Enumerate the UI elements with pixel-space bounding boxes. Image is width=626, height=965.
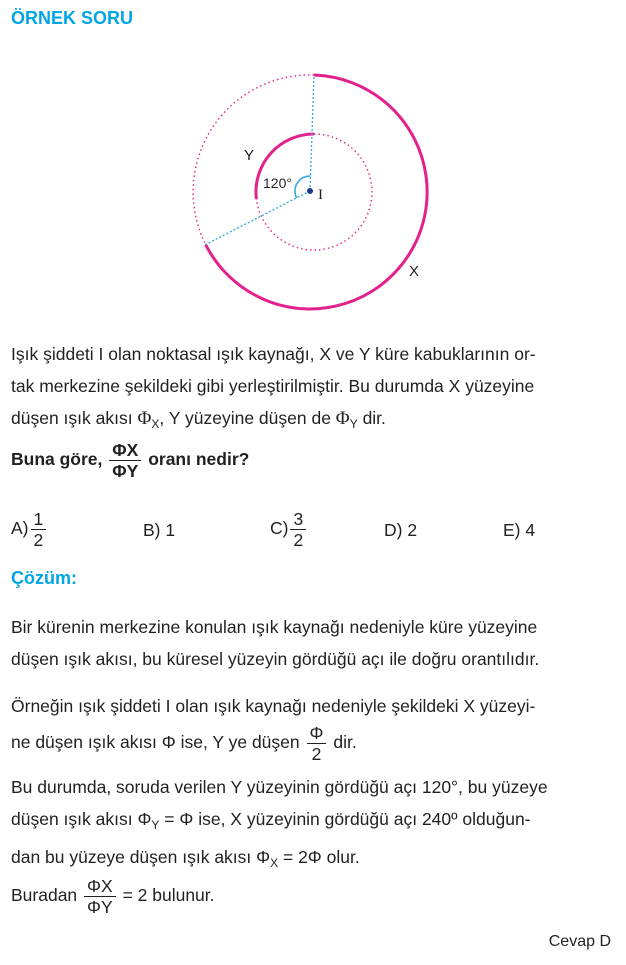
solution-paragraph-1 [11, 611, 613, 675]
result-denominator: ΦY [87, 897, 113, 917]
answer-label: Cevap D [548, 933, 611, 950]
solution-p3-line-3-part-b: = 2Φ olur. [278, 847, 360, 867]
option-a-fraction [31, 509, 47, 550]
subscript-y: Y [349, 417, 358, 431]
light-source-dot [307, 188, 313, 194]
ratio-fraction [109, 440, 141, 481]
ratio-denominator: ΦY [112, 461, 139, 481]
half-phi-numerator: Φ [307, 723, 327, 744]
label-x: X [409, 263, 420, 280]
solution-p3-line-3-part-a: dan bu yüzeye düşen ışık akısı Φ [11, 847, 271, 867]
option-e-label: E) 4 [503, 520, 536, 540]
subscript-x: X [151, 417, 160, 431]
solution-p2-line-2 [11, 722, 613, 764]
solution-p4-suffix: = 2 bulunur. [122, 885, 215, 906]
question-ask [11, 440, 249, 481]
question-line-3-part-b: , Y yüzeyine düşen de [159, 408, 336, 428]
solution-p4-prefix: Buradan [11, 885, 78, 906]
solution-p2-line-1: Örneğin ışık şiddeti I olan ışık kaynağı nedeniyle şekildeki X yüzeyi- [11, 696, 536, 716]
option-d-label: D) 2 [384, 520, 418, 540]
subscript-x: X [270, 856, 279, 870]
question-line-1: Işık şiddeti I olan noktasal ışık kaynağı, X ve Y küre kabuklarının or- [11, 344, 536, 364]
result-numerator: ΦX [84, 876, 116, 897]
source-label: I [318, 187, 323, 203]
option-b[interactable] [143, 520, 175, 541]
question-line-3-part-a: düşen ışık akısı [11, 408, 138, 428]
solution-p3-line-2 [11, 803, 613, 841]
ratio-numerator: ΦX [109, 440, 141, 461]
solution-p1-line-2: düşen ışık akısı, bu küresel yüzeyin gördüğü açı ile doğru orantılıdır. [11, 649, 540, 669]
question-text [11, 338, 613, 440]
option-a[interactable] [11, 509, 48, 550]
option-c-label: C) [270, 518, 289, 539]
angle-label: 120° [263, 175, 292, 191]
ask-prefix: Buna göre, [11, 449, 103, 470]
solution-p3-line-1: Bu durumda, soruda verilen Y yüzeyinin gördüğü açı 120°, bu yüzeye [11, 777, 548, 797]
sphere-figure [190, 68, 440, 318]
page-title: ÖRNEK SORU [11, 8, 134, 28]
option-c-denominator: 2 [293, 530, 304, 550]
option-d[interactable] [384, 520, 417, 541]
solution-p3-line-3 [11, 841, 613, 879]
ask-suffix: oranı nedir? [148, 449, 250, 470]
solution-paragraph-4 [11, 876, 215, 917]
question-line-2: tak merkezine şekildeki gibi yerleştirilmiştir. Bu durumda X yüzeyine [11, 376, 535, 396]
option-e[interactable] [503, 520, 535, 541]
option-c[interactable] [270, 509, 308, 550]
result-fraction [84, 876, 116, 917]
option-c-numerator: 3 [290, 509, 306, 530]
option-b-label: B) 1 [143, 520, 176, 540]
question-line-3-part-c: dir. [357, 408, 386, 428]
question-line-3 [11, 402, 613, 440]
ray-lower-left [206, 191, 310, 245]
solution-p1-line-1: Bir kürenin merkezine konulan ışık kaynağı nedeniyle küre yüzeyine [11, 617, 538, 637]
outer-sphere-x-arc [206, 75, 428, 309]
label-y: Y [244, 147, 255, 164]
solution-paragraph-3 [11, 771, 613, 879]
option-a-label: A) [11, 518, 29, 539]
phi-symbol: Φ [335, 408, 350, 429]
subscript-y: Y [151, 818, 160, 832]
half-phi-denominator: 2 [311, 743, 322, 764]
phi-symbol: Φ [137, 408, 152, 429]
option-c-fraction [290, 509, 306, 550]
solution-p2-line-2-part-a: ne düşen ışık akısı Φ ise, Y ye düşen [11, 732, 300, 752]
half-phi-fraction [307, 723, 327, 764]
solution-heading: Çözüm: [11, 568, 77, 588]
option-a-numerator: 1 [31, 509, 47, 530]
solution-p3-line-2-part-a: düşen ışık akısı Φ [11, 809, 152, 829]
option-a-denominator: 2 [33, 530, 44, 550]
solution-paragraph-2 [11, 690, 613, 764]
solution-p2-line-2-part-b: dir. [333, 732, 357, 752]
solution-p3-line-2-part-b: = Φ ise, X yüzeyinin gördüğü açı 240º olduğun- [159, 809, 531, 829]
